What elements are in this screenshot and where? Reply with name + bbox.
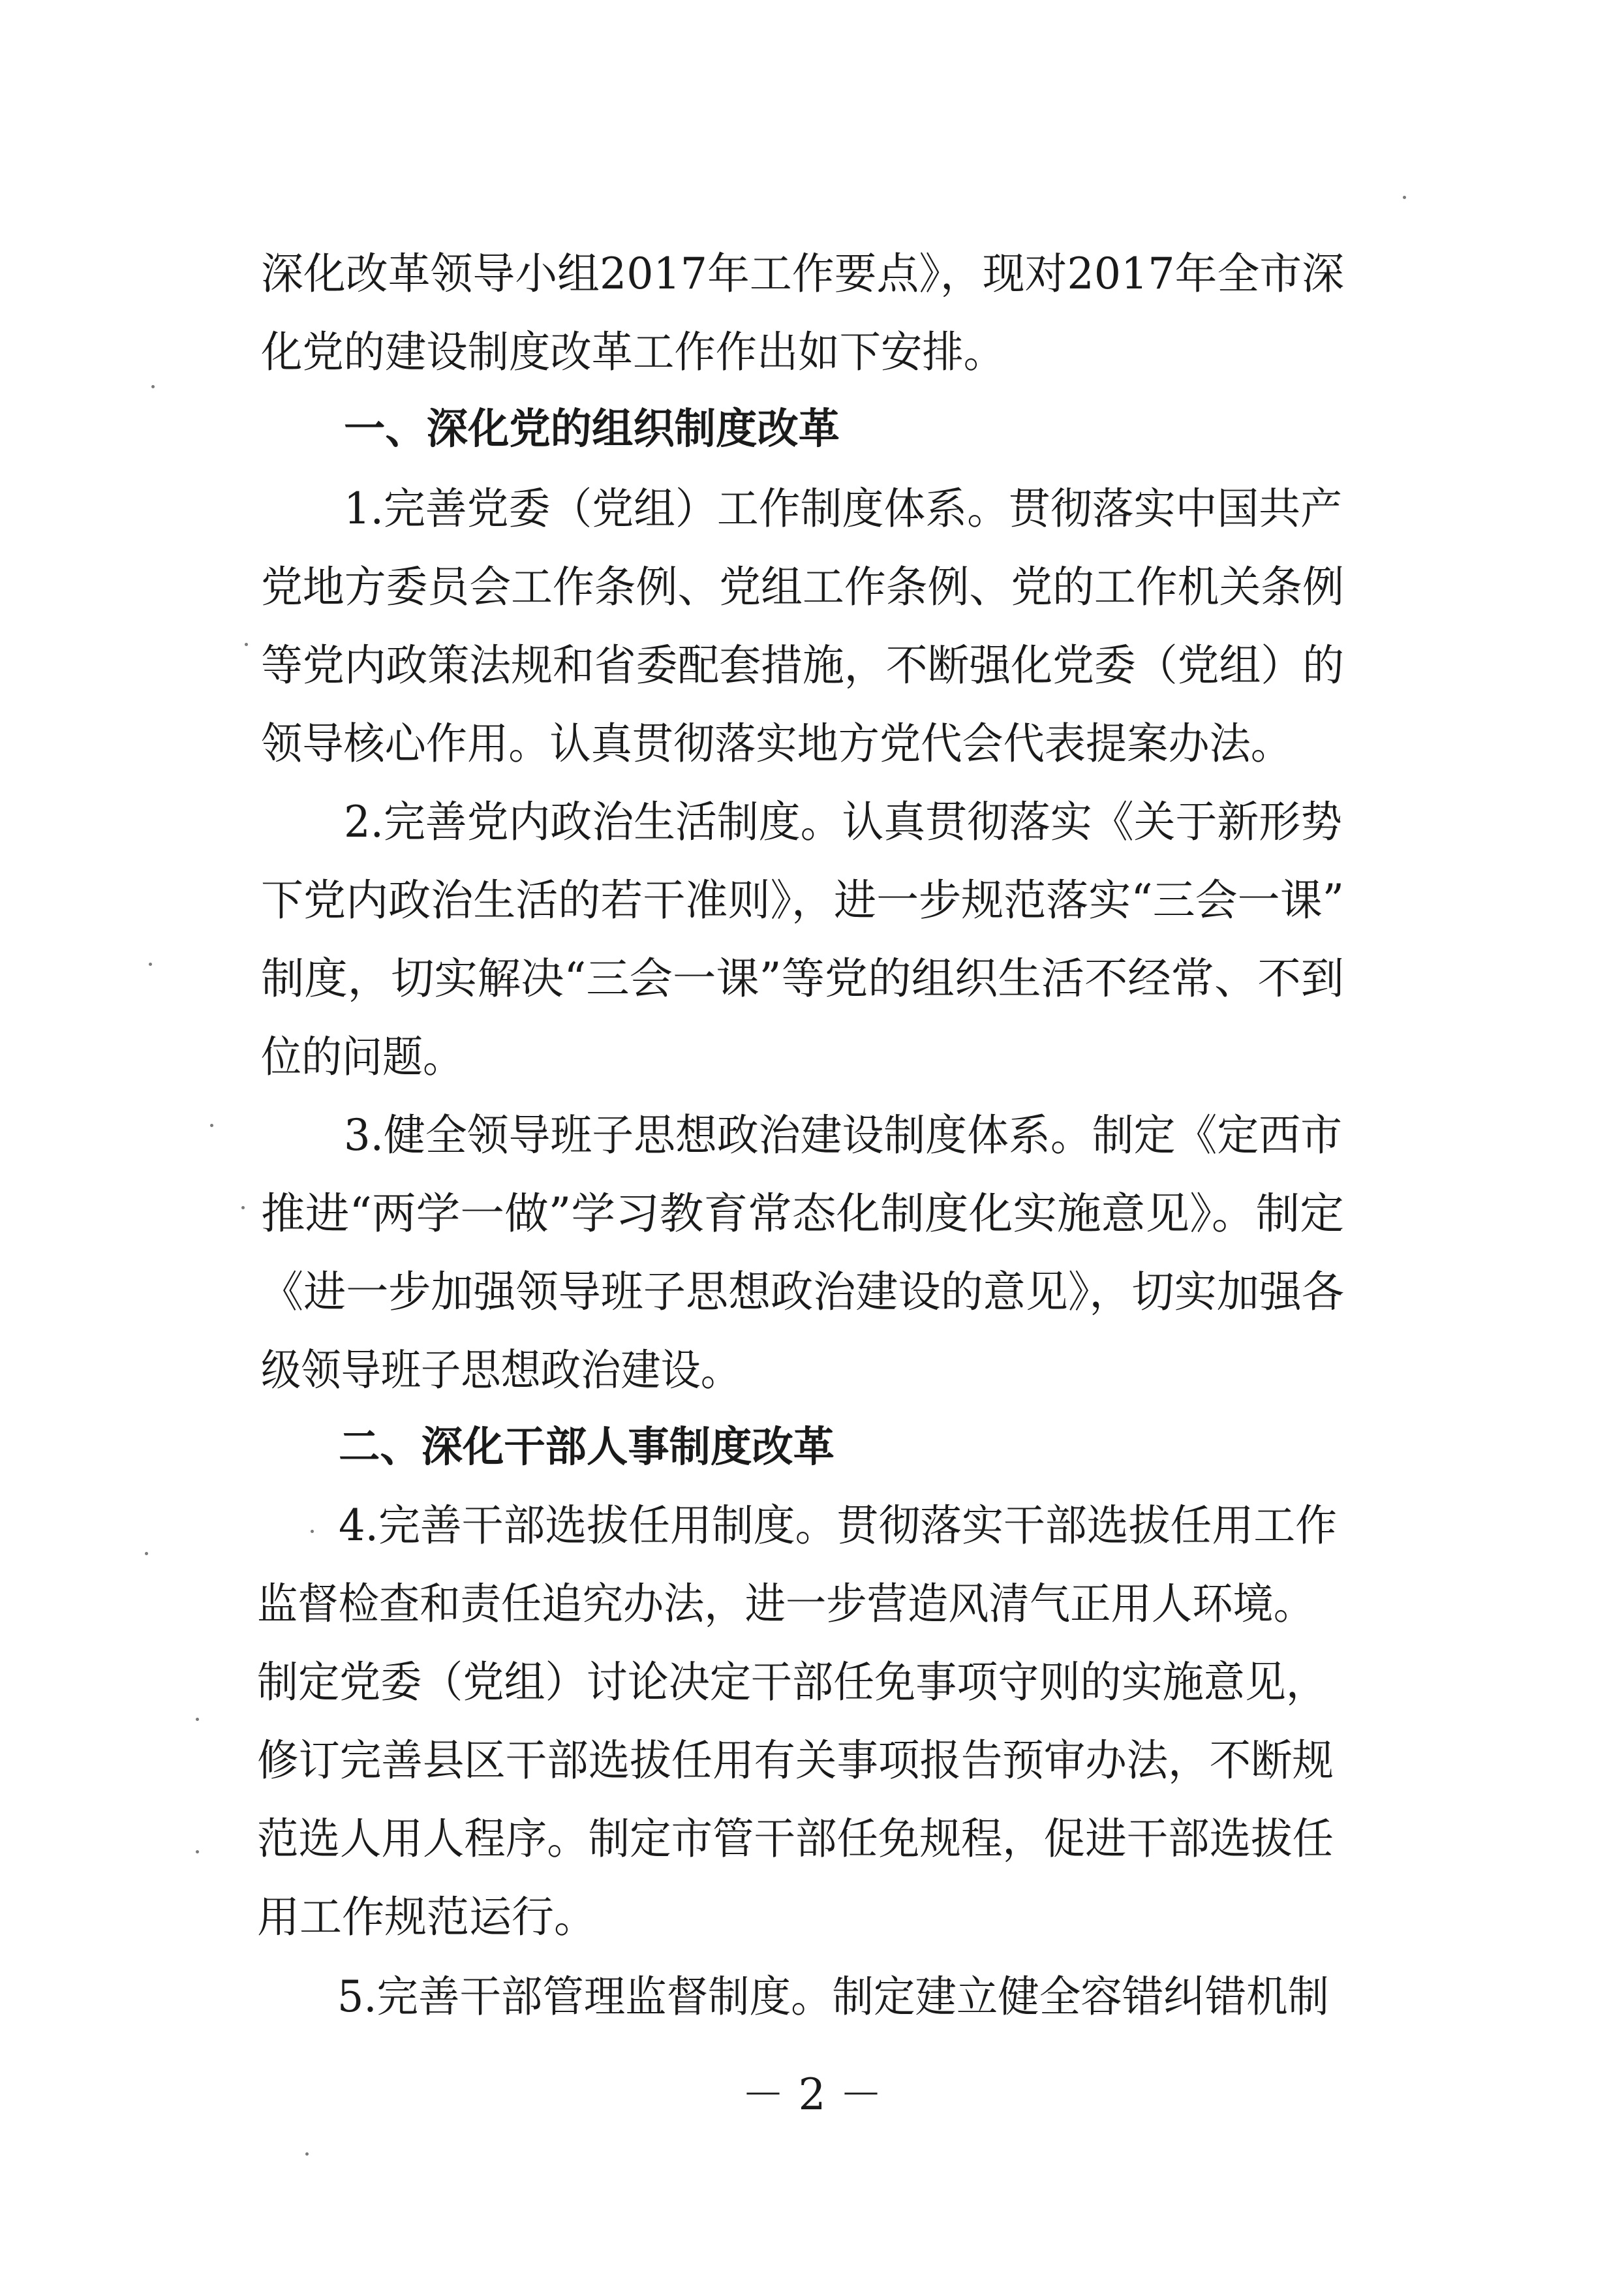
section-heading-text: 二、深化干部人事制度改革 bbox=[339, 1423, 835, 1472]
section-heading bbox=[0, 1408, 1624, 1487]
scan-speck bbox=[305, 2152, 309, 2156]
scan-speck bbox=[245, 643, 248, 646]
text-line-content: 《进一步加强领导班子思想政治建设的意见》，切实加强各 bbox=[261, 1267, 1344, 1317]
section-heading-text: 一、深化党的组织制度改革 bbox=[344, 405, 840, 454]
text-line bbox=[0, 1096, 1624, 1175]
text-line bbox=[0, 548, 1624, 627]
text-line-content: 修订完善县区干部选拔任用有关事项报告预审办法，不断规 bbox=[257, 1735, 1334, 1786]
scan-speck bbox=[145, 1552, 148, 1555]
text-line bbox=[0, 313, 1624, 392]
text-line bbox=[0, 1722, 1624, 1800]
text-line-content: 化党的建设制度改革工作作出如下安排。 bbox=[261, 327, 1005, 377]
text-line bbox=[0, 235, 1624, 313]
text-line bbox=[0, 1331, 1624, 1410]
text-line-content: 1.完善党委（党组）工作制度体系。贯彻落实中国共产 bbox=[344, 484, 1342, 534]
section-heading bbox=[0, 390, 1624, 469]
text-line bbox=[0, 1643, 1624, 1722]
text-line bbox=[0, 627, 1624, 705]
scan-speck bbox=[151, 385, 155, 388]
text-line bbox=[0, 1565, 1624, 1643]
text-line bbox=[0, 1253, 1624, 1331]
text-line bbox=[0, 1800, 1624, 1878]
page-number: － 2 － bbox=[741, 2069, 883, 2120]
text-line bbox=[0, 705, 1624, 783]
scan-speck bbox=[241, 1206, 245, 1209]
text-line bbox=[0, 1878, 1624, 1957]
text-line-content: 位的问题。 bbox=[261, 1032, 463, 1082]
text-line bbox=[0, 861, 1624, 940]
text-line-content: 范选人用人程序。制定市管干部任免规程，促进干部选拔任 bbox=[257, 1814, 1334, 1864]
text-line-content: 4.完善干部选拔任用制度。贯彻落实干部选拔任用工作 bbox=[339, 1500, 1337, 1551]
scan-speck bbox=[311, 1530, 314, 1533]
scan-speck bbox=[196, 1718, 199, 1721]
text-line-content: 下党内政治生活的若干准则》，进一步规范落实“三会一课” bbox=[261, 875, 1344, 925]
text-line bbox=[0, 1958, 1624, 2036]
text-line bbox=[0, 783, 1624, 861]
text-line-content: 级领导班子思想政治建设。 bbox=[261, 1345, 741, 1395]
text-line-content: 制定党委（党组）讨论决定干部任免事项守则的实施意见， bbox=[257, 1657, 1327, 1707]
text-line-content: 深化改革领导小组2017年工作要点》，现对2017年全市深 bbox=[261, 249, 1344, 299]
scan-speck bbox=[196, 1850, 199, 1853]
text-line bbox=[0, 1018, 1624, 1096]
text-line-content: 领导核心作用。认真贯彻落实地方党代会代表提案办法。 bbox=[261, 719, 1292, 769]
text-line-content: 监督检查和责任追究办法，进一步营造风清气正用人环境。 bbox=[257, 1579, 1314, 1629]
text-line-content: 等党内政策法规和省委配套措施，不断强化党委（党组）的 bbox=[261, 640, 1344, 690]
text-line-content: 制度，切实解决“三会一课”等党的组织生活不经常、不到 bbox=[261, 953, 1344, 1004]
text-line-content: 党地方委员会工作条例、党组工作条例、党的工作机关条例 bbox=[261, 562, 1344, 612]
scan-speck bbox=[210, 1124, 213, 1127]
text-line-content: 用工作规范运行。 bbox=[257, 1892, 596, 1942]
text-line-content: 推进“两学一做”学习教育常态化制度化实施意见》。制定 bbox=[261, 1188, 1344, 1239]
text-line-content: 2.完善党内政治生活制度。认真贯彻落实《关于新形势 bbox=[344, 797, 1342, 847]
text-line bbox=[0, 1487, 1624, 1565]
scan-speck bbox=[149, 963, 152, 966]
text-line-content: 5.完善干部管理监督制度。制定建立健全容错纠错机制 bbox=[337, 1972, 1329, 2022]
text-line bbox=[0, 1175, 1624, 1253]
scan-speck bbox=[1403, 196, 1406, 199]
text-line-content: 3.健全领导班子思想政治建设制度体系。制定《定西市 bbox=[344, 1110, 1342, 1160]
text-line bbox=[0, 470, 1624, 548]
text-line bbox=[0, 940, 1624, 1018]
